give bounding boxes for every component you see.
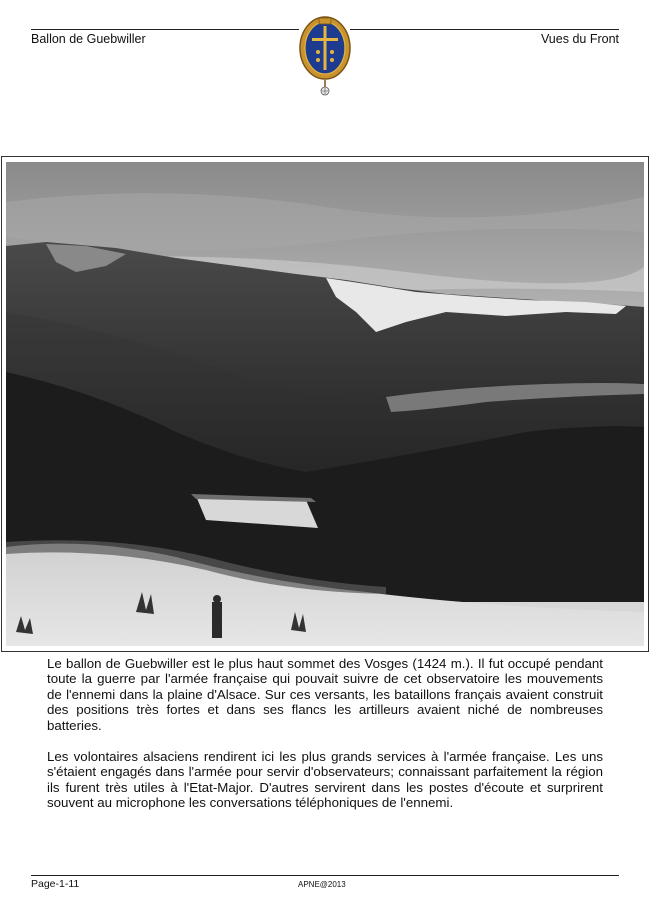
- coat-of-arms-icon: [298, 14, 352, 100]
- paragraph-1: Le ballon de Guebwiller est le plus haut sommet des Vosges (1424 m.). Il fut occupé pendant toute la guerre par l'armée française qui pouvait suivre de cet observatoire les mouvements de l'ennemi dans la plaine d'Alsace. Sur ces versants, les bataillons français avaient construit des positions très fortes et dans ses flancs les artilleurs avaient niché de nombreuses batteries.: [47, 656, 603, 733]
- mountain-landscape-photo: [6, 162, 644, 646]
- photo-frame: [1, 156, 649, 652]
- header-left-title: Ballon de Guebwiller: [31, 32, 146, 46]
- header-rule-left: [31, 29, 299, 30]
- header-rule-right: [350, 29, 619, 30]
- caption-text: [47, 656, 603, 827]
- header-right-title: Vues du Front: [540, 32, 619, 46]
- footer-rule: [31, 875, 619, 876]
- paragraph-2: Les volontaires alsaciens rendirent ici les plus grands services à l'armée française. Les uns s'étaient engagés dans l'armée pour servir d'observateurs; connaissant parfaitement la région ils furent très utiles à l'Etat-Major. D'autres servirent dans les postes d'écoute et surprirent souvent au microphone les conversations téléphoniques de l'ennemi.: [47, 749, 603, 811]
- copyright-credit: APNE@2013: [298, 880, 346, 889]
- page-number: Page-1-11: [31, 878, 80, 890]
